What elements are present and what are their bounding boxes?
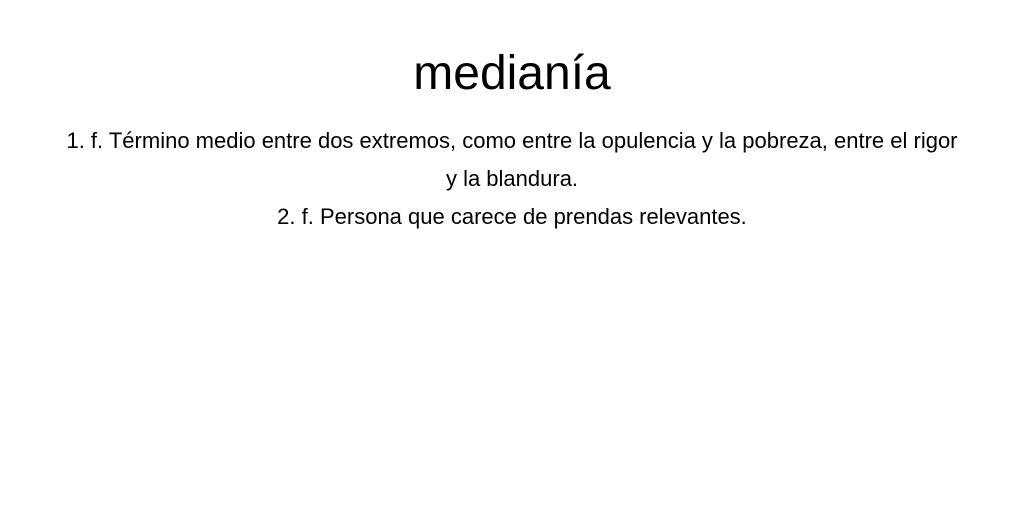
- headword: medianía: [413, 47, 611, 100]
- definition-1: 1. f. Término medio entre dos extremos, como entre la opulencia y la pobreza, entre el rigor y la blandura.: [66, 128, 958, 191]
- definition-2: 2. f. Persona que carece de prendas relevantes.: [277, 204, 747, 229]
- definition-list: [62, 122, 962, 236]
